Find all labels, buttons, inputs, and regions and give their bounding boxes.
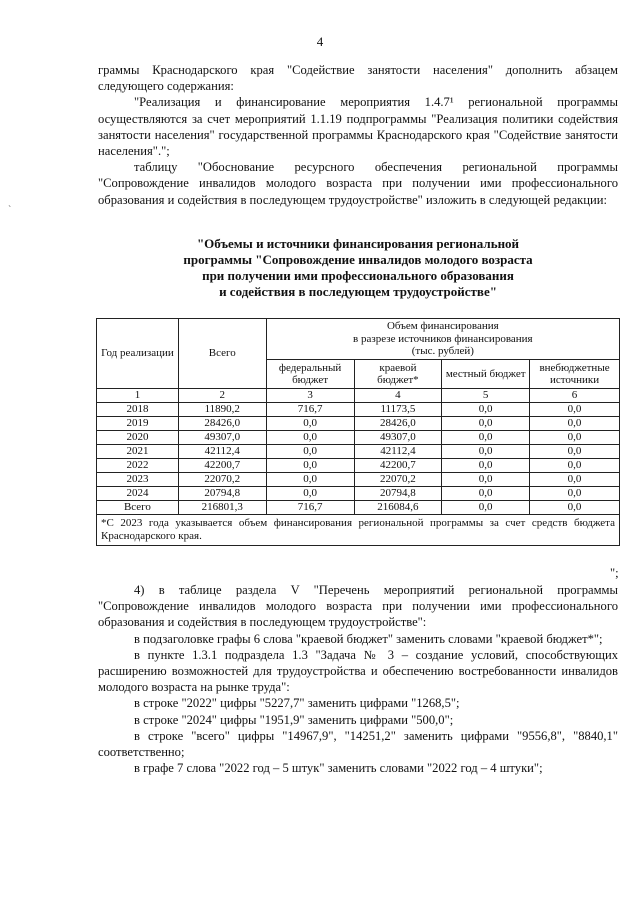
header-group-line: в разрезе источников финансирования bbox=[353, 332, 533, 345]
cell-total: 42112,4 bbox=[178, 445, 266, 459]
cell-extra: 0,0 bbox=[530, 501, 620, 515]
col-number: 3 bbox=[266, 389, 354, 403]
cell-federal: 716,7 bbox=[266, 403, 354, 417]
cell-total: 22070,2 bbox=[178, 473, 266, 487]
paragraph: граммы Краснодарского края "Содействие занятости населения" дополнить абзацем следующего содержания: bbox=[98, 63, 618, 94]
table-title-line: при получении ими профессионального образования bbox=[202, 268, 514, 283]
header-year: Год реализации bbox=[97, 319, 179, 389]
cell-local: 0,0 bbox=[442, 459, 530, 473]
cell-local: 0,0 bbox=[442, 403, 530, 417]
financing-table bbox=[96, 318, 620, 546]
header-group-line: (тыс. рублей) bbox=[411, 345, 474, 358]
cell-extra: 0,0 bbox=[530, 417, 620, 431]
cell-year: 2024 bbox=[97, 487, 179, 501]
table-row bbox=[97, 445, 620, 459]
table-row bbox=[97, 417, 620, 431]
page-number: 4 bbox=[316, 34, 324, 49]
cell-extra: 0,0 bbox=[530, 445, 620, 459]
cell-regional: 28426,0 bbox=[354, 417, 442, 431]
cell-regional: 22070,2 bbox=[354, 473, 442, 487]
paragraph: в графе 7 слова "2022 год – 5 штук" заменить словами "2022 год – 4 штуки"; bbox=[134, 761, 543, 776]
cell-year: 2023 bbox=[97, 473, 179, 487]
cell-local: 0,0 bbox=[442, 417, 530, 431]
column-numbers-row bbox=[97, 389, 620, 403]
cell-year: 2018 bbox=[97, 403, 179, 417]
paragraph: в пункте 1.3.1 подраздела 1.3 "Задача № 3 – создание условий, способствующих расширению возможностей для трудоустройства и обеспечению востребованности инвалидов молодого возраста на рынке труда": bbox=[98, 647, 618, 695]
cell-total: 49307,0 bbox=[178, 431, 266, 445]
table-title-line: "Объемы и источники финансирования региональной bbox=[196, 236, 520, 251]
col-number: 1 bbox=[97, 389, 179, 403]
paragraph: в строке "всего" цифры "14967,9", "14251,2" заменить цифрами "9556,8", "8840,1" соответственно; bbox=[98, 728, 618, 760]
cell-extra: 0,0 bbox=[530, 473, 620, 487]
cell-federal: 0,0 bbox=[266, 417, 354, 431]
cell-regional: 216084,6 bbox=[354, 501, 442, 515]
cell-regional: 42200,7 bbox=[354, 459, 442, 473]
margin-mark: ` bbox=[8, 205, 12, 216]
table-row bbox=[97, 431, 620, 445]
paragraph: "Реализация и финансирование мероприятия 1.4.7¹ региональной программы осуществляются за счет мероприятий 1.1.19 подпрограммы "Реализация политики содействия занятости населения" государственной программы Краснодарского края "Содействие занятости населения"."; bbox=[98, 95, 618, 159]
header-group-line: Объем финансирования bbox=[386, 320, 499, 333]
quote-end: "; bbox=[610, 566, 619, 580]
cell-regional: 42112,4 bbox=[354, 445, 442, 459]
cell-local: 0,0 bbox=[442, 501, 530, 515]
table-footnote: *С 2023 года указывается объем финансирования региональной программы за счет средств бюджета Краснодарского края. bbox=[97, 515, 620, 546]
table-row bbox=[97, 473, 620, 487]
cell-extra: 0,0 bbox=[530, 431, 620, 445]
cell-local: 0,0 bbox=[442, 473, 530, 487]
header-extra: внебюджетные источники bbox=[530, 360, 620, 389]
paragraph: в строке "2022" цифры "5227,7" заменить цифрами "1268,5"; bbox=[134, 696, 460, 711]
cell-year: 2020 bbox=[97, 431, 179, 445]
header-regional: краевой бюджет* bbox=[354, 360, 442, 389]
cell-extra: 0,0 bbox=[530, 459, 620, 473]
body-text-bottom bbox=[98, 582, 618, 776]
col-number: 6 bbox=[530, 389, 620, 403]
table-header-row bbox=[97, 319, 620, 360]
col-number: 5 bbox=[442, 389, 530, 403]
cell-federal: 0,0 bbox=[266, 459, 354, 473]
cell-year: 2022 bbox=[97, 459, 179, 473]
cell-local: 0,0 bbox=[442, 431, 530, 445]
cell-total: 20794,8 bbox=[178, 487, 266, 501]
header-total: Всего bbox=[178, 319, 266, 389]
cell-extra: 0,0 bbox=[530, 403, 620, 417]
cell-federal: 0,0 bbox=[266, 487, 354, 501]
paragraph: в подзаголовке графы 6 слова "краевой бюджет" заменить словами "краевой бюджет*"; bbox=[134, 631, 603, 646]
col-number: 4 bbox=[354, 389, 442, 403]
cell-year: 2021 bbox=[97, 445, 179, 459]
table-row bbox=[97, 459, 620, 473]
cell-total: 216801,3 bbox=[178, 501, 266, 515]
cell-regional: 49307,0 bbox=[354, 431, 442, 445]
table-title-line: программы "Сопровождение инвалидов молодого возраста bbox=[183, 252, 533, 267]
header-federal: федеральный бюджет bbox=[266, 360, 354, 389]
body-text-top bbox=[98, 62, 618, 208]
cell-federal: 716,7 bbox=[266, 501, 354, 515]
cell-federal: 0,0 bbox=[266, 445, 354, 459]
cell-regional: 11173,5 bbox=[354, 403, 442, 417]
paragraph: в строке "2024" цифры "1951,9" заменить цифрами "500,0"; bbox=[134, 712, 454, 727]
cell-regional: 20794,8 bbox=[354, 487, 442, 501]
table-title bbox=[98, 236, 618, 300]
cell-year: 2019 bbox=[97, 417, 179, 431]
cell-local: 0,0 bbox=[442, 445, 530, 459]
cell-total: 11890,2 bbox=[178, 403, 266, 417]
table-note-row bbox=[97, 515, 620, 546]
paragraph: 4) в таблице раздела V "Перечень мероприятий региональной программы "Сопровождение инвалидов молодого возраста при получении ими профессионального образования и содействия в последующем трудоустройстве": bbox=[98, 583, 618, 630]
table-row bbox=[97, 403, 620, 417]
header-local: местный бюджет bbox=[442, 360, 530, 389]
table-title-line: и содействия в последующем трудоустройстве" bbox=[219, 284, 497, 299]
header-group bbox=[266, 319, 619, 360]
table-total-row bbox=[97, 501, 620, 515]
cell-extra: 0,0 bbox=[530, 487, 620, 501]
cell-year: Всего bbox=[97, 501, 179, 515]
cell-federal: 0,0 bbox=[266, 431, 354, 445]
col-number: 2 bbox=[178, 389, 266, 403]
cell-total: 28426,0 bbox=[178, 417, 266, 431]
cell-federal: 0,0 bbox=[266, 473, 354, 487]
cell-total: 42200,7 bbox=[178, 459, 266, 473]
cell-local: 0,0 bbox=[442, 487, 530, 501]
table-row bbox=[97, 487, 620, 501]
paragraph: таблицу "Обоснование ресурсного обеспечения региональной программы "Сопровождение инвалидов молодого возраста при получении ими профессионального образования и содействия в последующем трудоустройстве" изложить в следующей редакции: bbox=[98, 160, 618, 207]
